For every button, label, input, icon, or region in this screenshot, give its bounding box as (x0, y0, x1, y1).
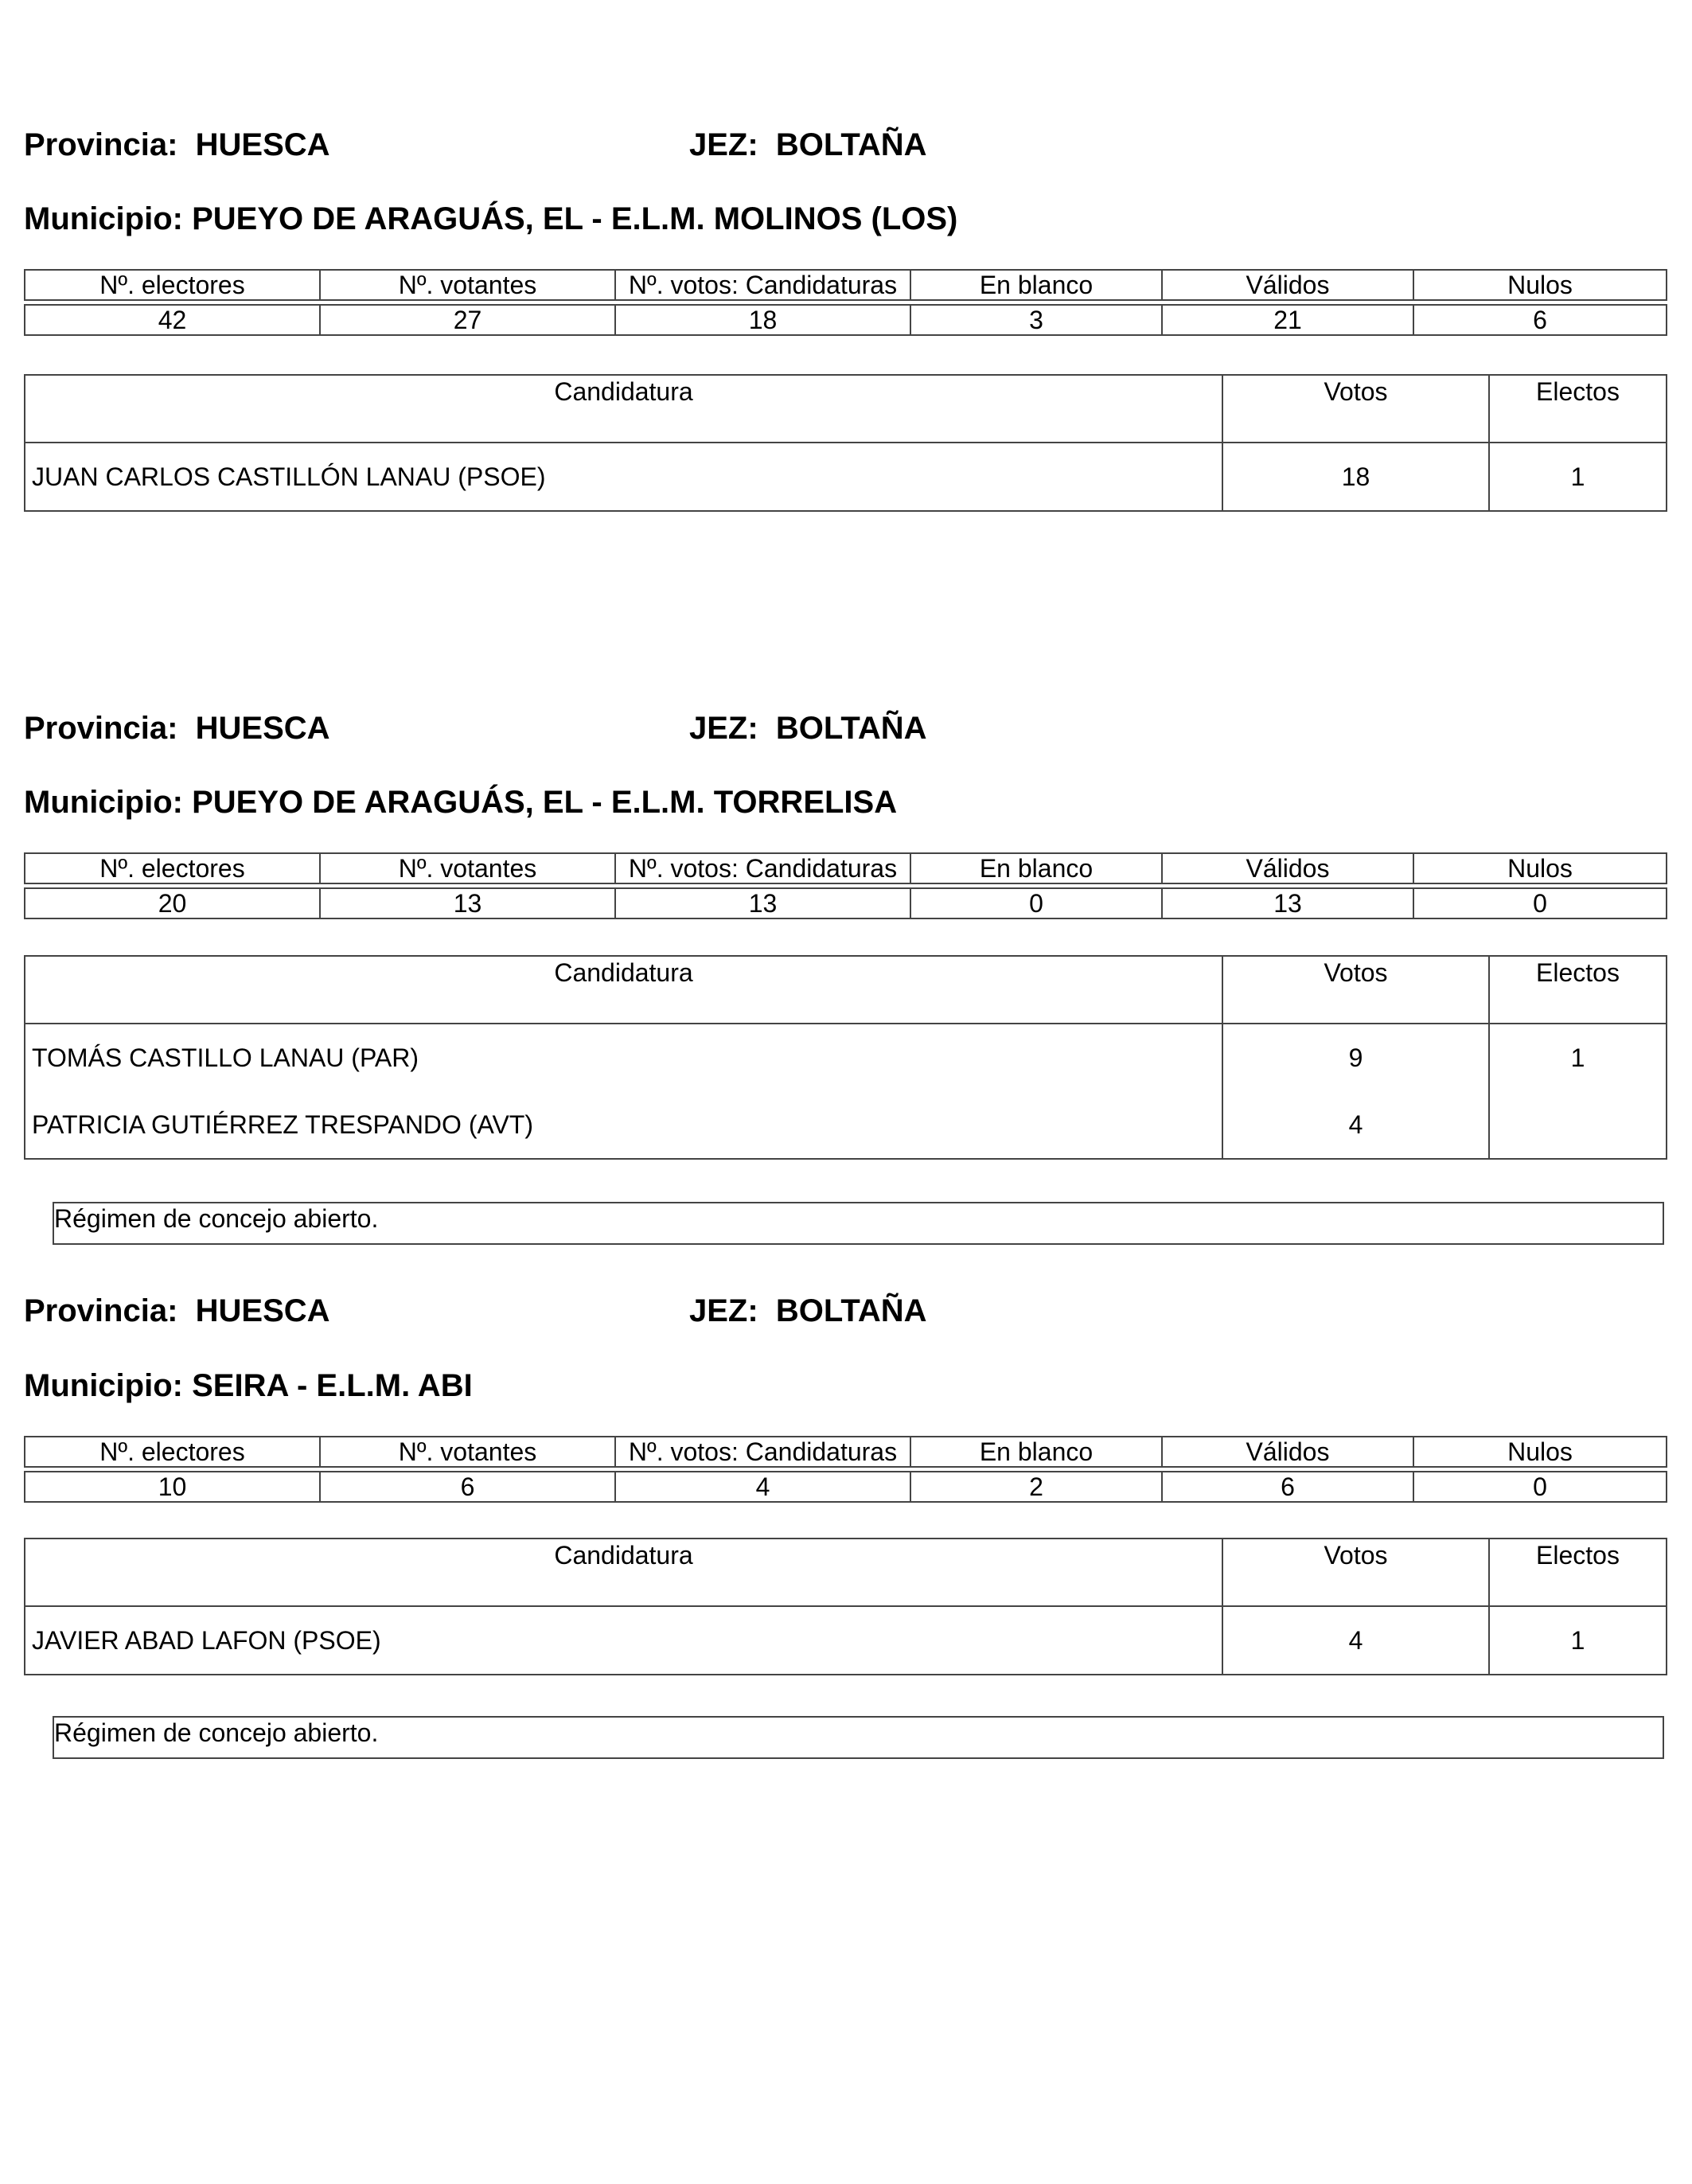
regimen-note: Régimen de concejo abierto. (53, 1716, 1664, 1759)
municipio-label: Municipio: (24, 201, 183, 236)
summary-value-nulos: 6 (1413, 305, 1667, 335)
summary-header-row (25, 1437, 1667, 1467)
summary-header-electores: Nº. electores (25, 853, 320, 883)
jez-heading (689, 710, 927, 747)
candidate-votes: 18 (1222, 443, 1489, 511)
candidates-table (24, 955, 1667, 1160)
candidates-header-candidatura: Candidatura (25, 375, 1222, 443)
summary-header-candidaturas: Nº. votos: Candidaturas (615, 270, 910, 300)
candidate-votes: 4 (1222, 1091, 1489, 1159)
candidate-elected: 1 (1489, 443, 1667, 511)
summary-header-votantes: Nº. votantes (320, 1437, 615, 1467)
summary-value-votantes: 6 (320, 1472, 615, 1502)
candidate-votes: 4 (1222, 1606, 1489, 1675)
candidates-header-row (25, 1539, 1667, 1606)
jez-value: BOLTAÑA (775, 127, 927, 162)
municipio-value: SEIRA - E.L.M. ABI (192, 1368, 473, 1403)
candidates-header-votos: Votos (1222, 375, 1489, 443)
summary-value-blanco: 0 (910, 888, 1162, 918)
summary-table (24, 1436, 1667, 1503)
jez-label: JEZ: (689, 711, 758, 746)
summary-header-candidaturas: Nº. votos: Candidaturas (615, 1437, 910, 1467)
candidate-elected (1489, 1091, 1667, 1159)
regimen-note: Régimen de concejo abierto. (53, 1202, 1664, 1245)
municipio-label: Municipio: (24, 785, 183, 820)
summary-table (24, 852, 1667, 919)
candidates-header-candidatura: Candidatura (25, 956, 1222, 1024)
summary-header-nulos: Nulos (1413, 1437, 1667, 1467)
candidates-header-row (25, 956, 1667, 1024)
summary-value-validos: 13 (1162, 888, 1413, 918)
candidates-header-electos: Electos (1489, 956, 1667, 1024)
jez-label: JEZ: (689, 127, 758, 162)
jez-label: JEZ: (689, 1293, 758, 1328)
candidate-elected: 1 (1489, 1024, 1667, 1091)
provincia-value: HUESCA (195, 711, 330, 746)
summary-header-validos: Válidos (1162, 270, 1413, 300)
municipio-label: Municipio: (24, 1368, 183, 1403)
candidates-header-electos: Electos (1489, 1539, 1667, 1606)
summary-value-row (25, 888, 1667, 918)
summary-value-validos: 21 (1162, 305, 1413, 335)
candidate-votes: 9 (1222, 1024, 1489, 1091)
summary-value-nulos: 0 (1413, 1472, 1667, 1502)
summary-value-candidaturas: 13 (615, 888, 910, 918)
provincia-heading (24, 1293, 330, 1329)
candidate-name: JAVIER ABAD LAFON (PSOE) (25, 1606, 1222, 1675)
provincia-heading (24, 710, 330, 747)
candidates-header-votos: Votos (1222, 1539, 1489, 1606)
summary-header-electores: Nº. electores (25, 1437, 320, 1467)
summary-header-row (25, 853, 1667, 883)
summary-value-validos: 6 (1162, 1472, 1413, 1502)
jez-heading (689, 1293, 927, 1329)
summary-header-votantes: Nº. votantes (320, 853, 615, 883)
jez-value: BOLTAÑA (775, 711, 927, 746)
candidate-name: PATRICIA GUTIÉRREZ TRESPANDO (AVT) (25, 1091, 1222, 1159)
provincia-value: HUESCA (195, 127, 330, 162)
summary-value-candidaturas: 4 (615, 1472, 910, 1502)
candidates-header-electos: Electos (1489, 375, 1667, 443)
candidates-table (24, 1538, 1667, 1675)
municipio-value: PUEYO DE ARAGUÁS, EL - E.L.M. TORRELISA (192, 785, 898, 820)
summary-header-electores: Nº. electores (25, 270, 320, 300)
summary-value-votantes: 27 (320, 305, 615, 335)
summary-header-blanco: En blanco (910, 853, 1162, 883)
summary-value-row (25, 1472, 1667, 1502)
provincia-label: Provincia: (24, 1293, 178, 1328)
summary-value-nulos: 0 (1413, 888, 1667, 918)
provincia-value: HUESCA (195, 1293, 330, 1328)
jez-value: BOLTAÑA (775, 1293, 927, 1328)
summary-value-blanco: 3 (910, 305, 1162, 335)
provincia-label: Provincia: (24, 711, 178, 746)
municipio-heading (24, 1367, 473, 1404)
summary-header-validos: Válidos (1162, 853, 1413, 883)
candidate-row (25, 1606, 1667, 1675)
summary-value-electores: 20 (25, 888, 320, 918)
candidate-row (25, 1091, 1667, 1159)
candidate-name: JUAN CARLOS CASTILLÓN LANAU (PSOE) (25, 443, 1222, 511)
summary-header-votantes: Nº. votantes (320, 270, 615, 300)
candidates-header-candidatura: Candidatura (25, 1539, 1222, 1606)
summary-value-blanco: 2 (910, 1472, 1162, 1502)
summary-header-nulos: Nulos (1413, 270, 1667, 300)
candidate-row (25, 1024, 1667, 1091)
municipio-value: PUEYO DE ARAGUÁS, EL - E.L.M. MOLINOS (LOS) (192, 201, 958, 236)
summary-header-nulos: Nulos (1413, 853, 1667, 883)
candidate-elected: 1 (1489, 1606, 1667, 1675)
summary-value-electores: 10 (25, 1472, 320, 1502)
summary-value-electores: 42 (25, 305, 320, 335)
candidates-header-votos: Votos (1222, 956, 1489, 1024)
summary-header-candidaturas: Nº. votos: Candidaturas (615, 853, 910, 883)
candidate-name: TOMÁS CASTILLO LANAU (PAR) (25, 1024, 1222, 1091)
provincia-label: Provincia: (24, 127, 178, 162)
summary-value-votantes: 13 (320, 888, 615, 918)
summary-header-blanco: En blanco (910, 1437, 1162, 1467)
summary-value-candidaturas: 18 (615, 305, 910, 335)
municipio-heading (24, 784, 897, 821)
summary-header-validos: Válidos (1162, 1437, 1413, 1467)
summary-header-blanco: En blanco (910, 270, 1162, 300)
